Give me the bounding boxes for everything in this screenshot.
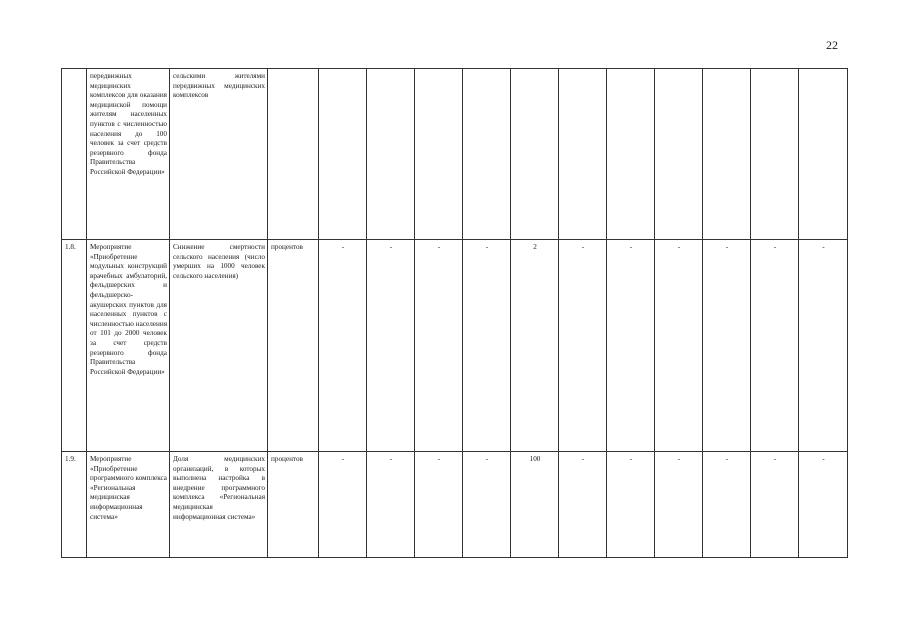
value-cell: - <box>655 240 703 452</box>
value-cell <box>463 69 511 240</box>
measure-name-cell: передвижных медицинских комплексов для оказания медицинской помощи жителям населенных пунктов с численностью населения до 100 человек за счет средств резервного фонда Правительства Российской Федерации» <box>87 69 170 240</box>
value-cell: - <box>463 240 511 452</box>
value-cell: 100 <box>511 452 559 558</box>
value-cell <box>607 69 655 240</box>
indicator-cell: Доля медицинских организаций, в которых выполнена настройка в внедрение программного комплекса «Региональная медицинская информационная система» <box>170 452 268 558</box>
value-cell: - <box>559 452 607 558</box>
table-row <box>62 69 848 240</box>
value-cell: - <box>367 452 415 558</box>
table-row <box>62 240 848 452</box>
value-cell: - <box>607 240 655 452</box>
indicators-table <box>61 68 848 558</box>
value-cell: - <box>751 452 799 558</box>
value-cell: 2 <box>511 240 559 452</box>
value-cell <box>703 69 751 240</box>
row-number-cell: 1.9. <box>62 452 87 558</box>
value-cell <box>319 69 367 240</box>
value-cell: - <box>799 452 848 558</box>
value-cell: - <box>415 240 463 452</box>
indicator-cell: сельскими жителями передвижных медицинских комплексов <box>170 69 268 240</box>
value-cell <box>559 69 607 240</box>
value-cell <box>799 69 848 240</box>
value-cell: - <box>319 240 367 452</box>
unit-cell: процентов <box>268 452 319 558</box>
value-cell <box>415 69 463 240</box>
unit-cell: процентов <box>268 240 319 452</box>
value-cell: - <box>415 452 463 558</box>
indicator-cell: Снижение смертности сельского населения (число умерших на 1000 человек сельского населения) <box>170 240 268 452</box>
value-cell <box>511 69 559 240</box>
value-cell: - <box>751 240 799 452</box>
value-cell <box>367 69 415 240</box>
value-cell <box>751 69 799 240</box>
value-cell: - <box>559 240 607 452</box>
value-cell: - <box>463 452 511 558</box>
value-cell: - <box>319 452 367 558</box>
measure-name-cell: Мероприятие «Приобретение модульных конструкций врачебных амбулаторий, фельдшерских и фельдшерско-акушерских пунктов для населенных пунктов с численностью населения от 101 до 2000 человек за счет средств резервного фонда Правительства Российской Федерации» <box>87 240 170 452</box>
value-cell: - <box>703 240 751 452</box>
value-cell: - <box>655 452 703 558</box>
value-cell: - <box>799 240 848 452</box>
value-cell: - <box>367 240 415 452</box>
unit-cell <box>268 69 319 240</box>
row-number-cell: 1.8. <box>62 240 87 452</box>
page-number: 22 <box>826 38 838 52</box>
value-cell <box>655 69 703 240</box>
value-cell: - <box>703 452 751 558</box>
measure-name-cell: Мероприятие «Приобретение программного комплекса «Региональная медицинская информационная система» <box>87 452 170 558</box>
row-number-cell <box>62 69 87 240</box>
table-row <box>62 452 848 558</box>
value-cell: - <box>607 452 655 558</box>
